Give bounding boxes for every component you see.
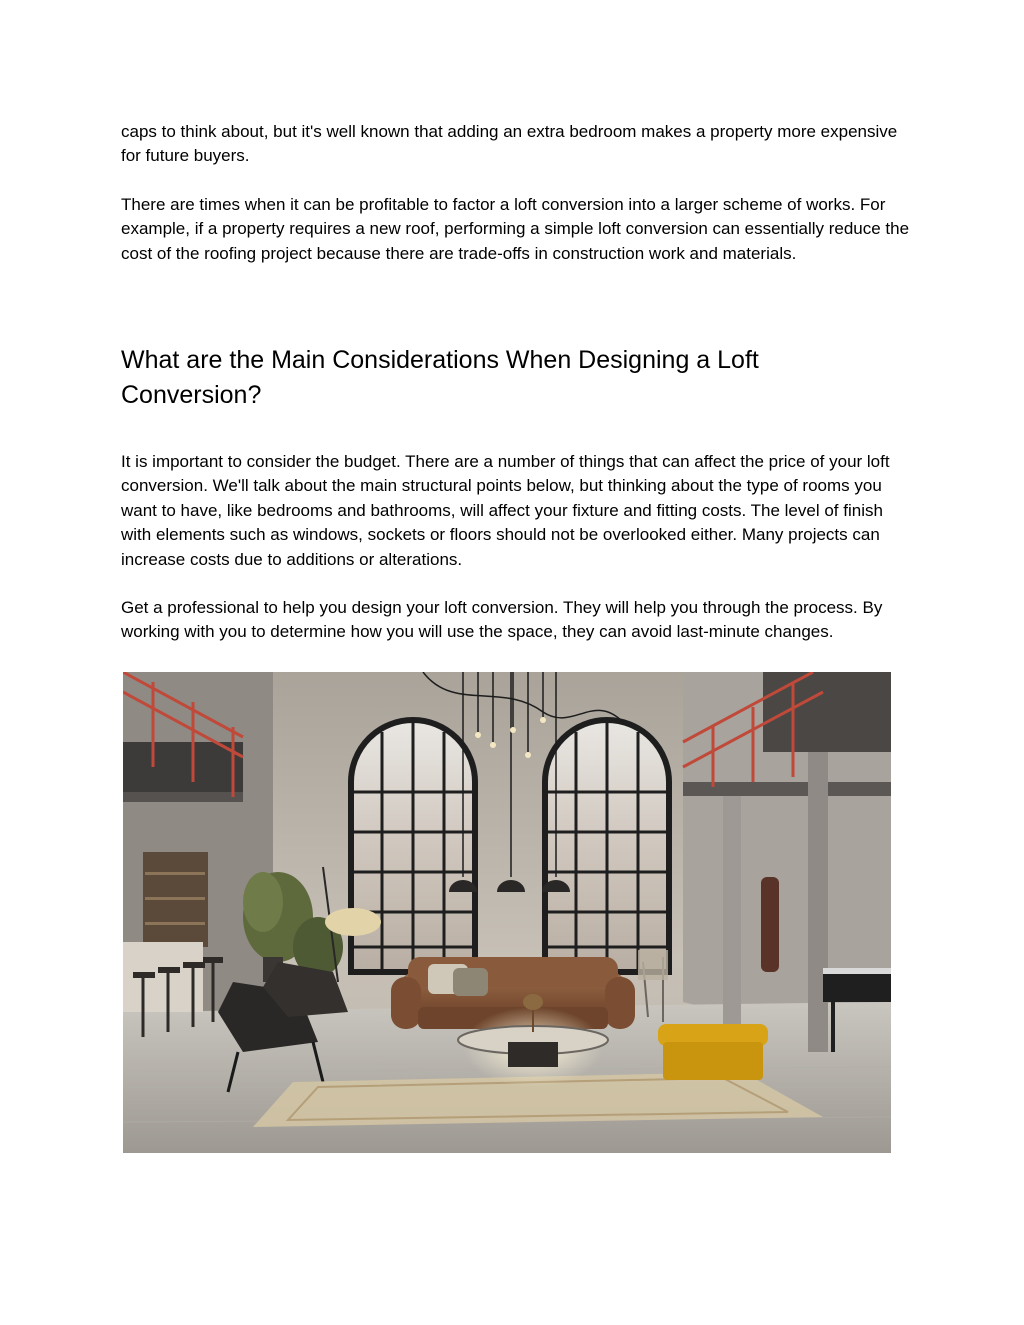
paragraph-intro-continued: caps to think about, but it's well known that adding an extra bedroom makes a property more expensive for future buyers. [121, 122, 898, 166]
arched-window-right [545, 720, 669, 972]
loft-interior-illustration [123, 672, 891, 1153]
paragraph-roofing-tradeoffs: There are times when it can be profitable to factor a loft conversion into a larger scheme of works. For example, if a property requires a new roof, performing a simple loft conversion can essentially reduce the cost of the roofing project because there are trade-offs in construction work and materials. [121, 195, 910, 263]
arched-window-left [351, 720, 475, 972]
paragraph-budget: It is important to consider the budget. There are a number of things that can affect the price of your loft conversion. We'll talk about the main structural points below, but thinking about the type of rooms you want to have, like bedrooms and bathrooms, will affect your fixture and fitting costs. The level of finish with elements such as windows, sockets or floors should not be overlooked either. Many projects can increase costs due to additions or alterations. [121, 452, 890, 569]
yellow-ottoman [658, 1024, 768, 1080]
loft-interior-photo [123, 672, 891, 1153]
section-heading: What are the Main Considerations When Designing a Loft Conversion? [121, 346, 759, 409]
paragraph-professional-help: Get a professional to help you design your loft conversion. They will help you through the process. By working with you to determine how you will use the space, they can avoid last-minute changes. [121, 598, 883, 642]
